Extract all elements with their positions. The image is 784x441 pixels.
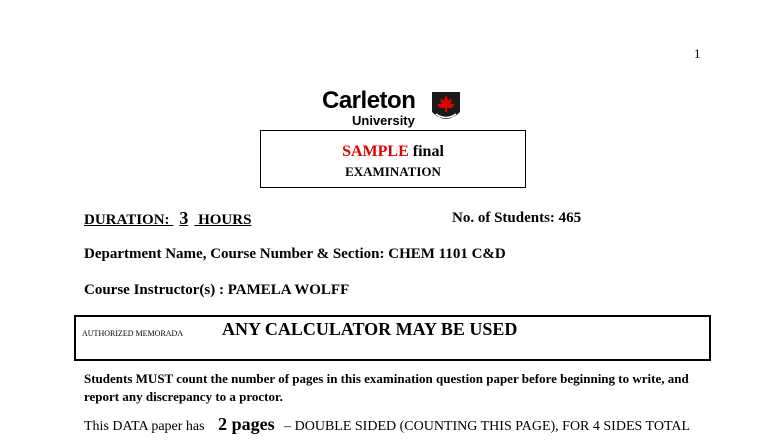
department-line: Department Name, Course Number & Section: CHEM 1101 C&D bbox=[84, 246, 506, 262]
data-paper-suffix: – DOUBLE SIDED (COUNTING THIS PAGE), FOR 4 SIDES TOTAL bbox=[284, 419, 691, 434]
page-count-warning: Students MUST count the number of pages in this examination question paper before beginning to write, and report any discrepancy to a proctor. bbox=[84, 371, 689, 404]
data-paper-prefix: This DATA paper has bbox=[84, 419, 205, 434]
data-paper-pages: 2 pages bbox=[218, 414, 275, 434]
memoranda-label: AUTHORIZED MEMORADA bbox=[82, 329, 184, 338]
sample-label: SAMPLE bbox=[342, 143, 409, 160]
exam-title-box bbox=[260, 130, 526, 188]
memoranda-box bbox=[74, 315, 711, 361]
students-count: No. of Students: 465 bbox=[452, 210, 582, 226]
calculator-notice: ANY CALCULATOR MAY BE USED bbox=[222, 319, 518, 339]
data-paper-line bbox=[84, 414, 690, 435]
examination-label: EXAMINATION bbox=[345, 164, 441, 179]
page-number: 1 bbox=[694, 46, 701, 61]
duration-unit: HOURS bbox=[198, 212, 252, 228]
maple-leaf-crest-icon bbox=[430, 90, 462, 126]
logo-subtitle: University bbox=[352, 113, 415, 128]
sample-final-line bbox=[261, 143, 525, 161]
logo-wordmark: Carleton bbox=[322, 87, 416, 114]
duration-label: DURATION: bbox=[84, 212, 170, 228]
duration-value: 3 bbox=[179, 208, 189, 228]
final-label: final bbox=[412, 143, 444, 160]
carleton-logo bbox=[322, 88, 464, 134]
duration-line bbox=[84, 208, 251, 229]
instructor-line: Course Instructor(s) : PAMELA WOLFF bbox=[84, 282, 350, 298]
